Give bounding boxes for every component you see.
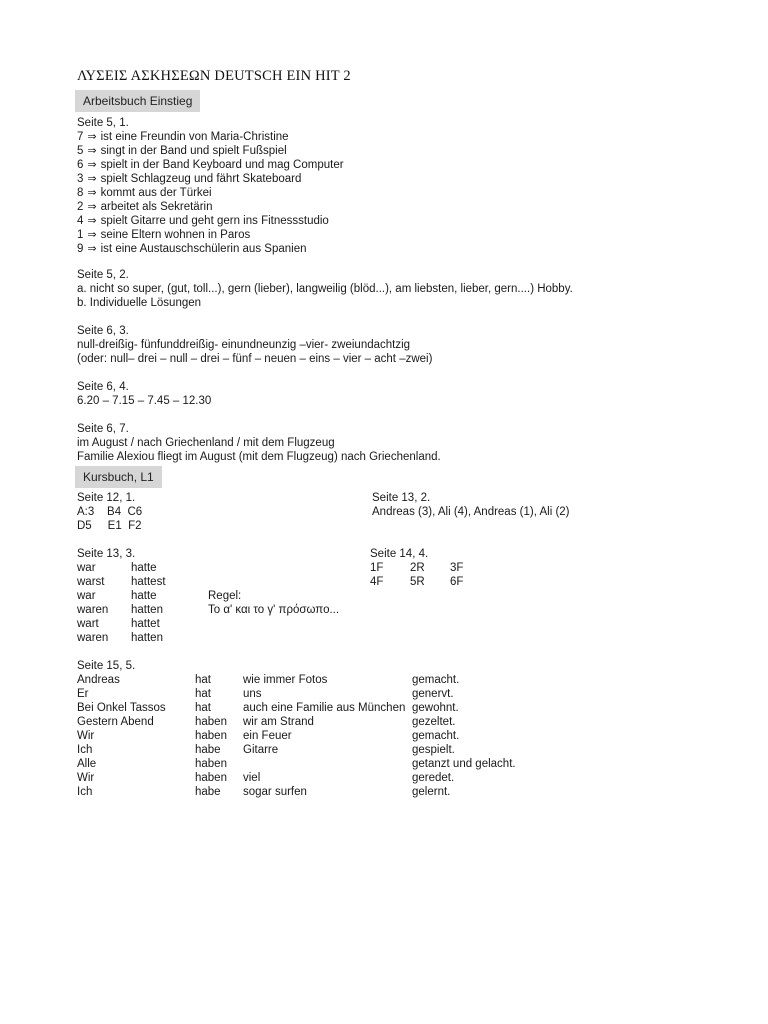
list-item [77, 242, 344, 256]
item-text: ist eine Freundin von Maria-Christine [100, 131, 289, 143]
answer-line: Andreas (3), Ali (4), Andreas (1), Ali (2) [372, 506, 570, 518]
exercise-s5-1 [77, 116, 344, 256]
subject-cell: Wir [77, 730, 95, 742]
item-number: 5 [77, 145, 84, 157]
item-number: 4 [77, 215, 84, 227]
exercise-s6-7 [77, 422, 441, 464]
exercise-s5-2 [77, 268, 573, 310]
item-text: arbeitet als Sekretärin [100, 201, 213, 213]
answer-line: im August / nach Griechenland / mit dem Flugzeug [77, 437, 335, 449]
answer-line: (oder: null– drei – null – drei – fünf – neuen – eins – vier – acht –zwei) [77, 353, 433, 365]
form-sein: waren [77, 632, 109, 644]
answer-line: b. Individuelle Lösungen [77, 297, 202, 309]
section-label-workbook: Arbeitsbuch Einstieg [75, 90, 200, 112]
subject-cell: Andreas [77, 674, 120, 686]
middle-cell: wie immer Fotos [243, 674, 328, 686]
item-number: 3 [77, 173, 84, 185]
form-haben: hattet [131, 618, 160, 630]
item-text: spielt in der Band Keyboard und mag Computer [100, 159, 344, 171]
aux-cell: hat [195, 688, 211, 700]
form-sein: wart [77, 618, 99, 630]
participle-cell: getanzt und gelacht. [412, 758, 516, 770]
exercise-heading: Seite 12, 1. [77, 492, 136, 504]
item-number: 2 [77, 201, 84, 213]
form-haben: hattest [131, 576, 166, 588]
exercise-heading: Seite 6, 4. [77, 381, 129, 393]
exercise-heading: Seite 5, 2. [77, 269, 129, 281]
item-number: 9 [77, 243, 84, 255]
answer-line: null-dreißig- fünfunddreißig- einundneunzig –vier- zweiundachtzig [77, 339, 411, 351]
exercise-heading: Seite 14, 4. [370, 548, 429, 560]
rule-text: Το α' και το γ' πρόσωπο... [208, 604, 340, 616]
exercise-heading: Seite 15, 5. [77, 660, 136, 672]
list-item [77, 228, 344, 242]
middle-cell: sogar surfen [243, 786, 307, 798]
middle-cell: viel [243, 772, 261, 784]
answer-cell: 1F [370, 562, 384, 574]
exercise-heading: Seite 6, 3. [77, 325, 129, 337]
answer-line: D5 E1 F2 [77, 520, 142, 532]
participle-cell: geredet. [412, 772, 455, 784]
middle-cell: Gitarre [243, 744, 279, 756]
form-sein: waren [77, 604, 109, 616]
aux-cell: habe [195, 786, 221, 798]
item-text: singt in der Band und spielt Fußspiel [100, 145, 287, 157]
rule-label: Regel: [208, 590, 242, 602]
answer-cell: 4F [370, 576, 384, 588]
aux-cell: hat [195, 702, 211, 714]
page-title: ΛΥΣΕΙΣ ΑΣΚΗΣΕΩΝ DEUTSCH EIN HIT 2 [77, 68, 351, 84]
list-item [77, 200, 344, 214]
form-haben: hatte [131, 562, 157, 574]
aux-cell: haben [195, 758, 227, 770]
middle-cell: wir am Strand [243, 716, 314, 728]
subject-cell: Ich [77, 786, 93, 798]
participle-cell: gelernt. [412, 786, 451, 798]
arrow-icon: ⇒ [87, 243, 97, 255]
exercise-heading: Seite 13, 3. [77, 548, 136, 560]
item-text: spielt Gitarre und geht gern ins Fitnessstudio [100, 215, 329, 227]
list-item [77, 186, 344, 200]
answer-cell: 2R [410, 562, 425, 574]
item-text: spielt Schlagzeug und fährt Skateboard [100, 173, 302, 185]
answer-line: Familie Alexiou fliegt im August (mit dem Flugzeug) nach Griechenland. [77, 451, 441, 463]
item-number: 6 [77, 159, 84, 171]
list-item [77, 130, 344, 144]
form-haben: hatten [131, 604, 163, 616]
arrow-icon: ⇒ [87, 131, 97, 143]
subject-cell: Ich [77, 744, 93, 756]
form-sein: war [77, 562, 96, 574]
participle-cell: genervt. [412, 688, 454, 700]
item-number: 7 [77, 131, 84, 143]
item-text: ist eine Austauschschülerin aus Spanien [100, 243, 307, 255]
form-haben: hatte [131, 590, 157, 602]
middle-cell: auch eine Familie aus München [243, 702, 406, 714]
exercise-heading: Seite 6, 7. [77, 423, 129, 435]
aux-cell: haben [195, 730, 227, 742]
list-item [77, 214, 344, 228]
list-item [77, 158, 344, 172]
item-number: 8 [77, 187, 84, 199]
participle-cell: gespielt. [412, 744, 455, 756]
subject-cell: Wir [77, 772, 95, 784]
aux-cell: hat [195, 674, 211, 686]
arrow-icon: ⇒ [87, 145, 97, 157]
middle-cell: ein Feuer [243, 730, 292, 742]
answer-line: A:3 B4 C6 [77, 506, 143, 518]
exercise-s13-2 [372, 491, 570, 519]
exercise-s6-3 [77, 324, 432, 366]
exercise-s6-4 [77, 380, 211, 408]
arrow-icon: ⇒ [87, 229, 97, 241]
subject-cell: Er [77, 688, 89, 700]
aux-cell: habe [195, 744, 221, 756]
item-number: 1 [77, 229, 84, 241]
participle-cell: gemacht. [412, 730, 460, 742]
answer-cell: 6F [450, 576, 464, 588]
middle-cell: uns [243, 688, 262, 700]
arrow-icon: ⇒ [87, 173, 97, 185]
answer-line: a. nicht so super, (gut, toll...), gern (lieber), langweilig (blöd...), am liebsten, lieber, gern....) Hobby. [77, 283, 573, 295]
subject-cell: Gestern Abend [77, 716, 154, 728]
exercise-heading: Seite 13, 2. [372, 492, 431, 504]
subject-cell: Bei Onkel Tassos [77, 702, 166, 714]
item-text: kommt aus der Türkei [100, 187, 212, 199]
form-sein: warst [77, 576, 105, 588]
exercise-s12-1 [77, 491, 142, 533]
form-sein: war [77, 590, 96, 602]
form-haben: hatten [131, 632, 163, 644]
arrow-icon: ⇒ [87, 215, 97, 227]
exercise-heading: Seite 5, 1. [77, 117, 129, 129]
list-item [77, 144, 344, 158]
aux-cell: haben [195, 716, 227, 728]
arrow-icon: ⇒ [87, 159, 97, 171]
participle-cell: gemacht. [412, 674, 460, 686]
participle-cell: gezeltet. [412, 716, 456, 728]
answer-line: 6.20 – 7.15 – 7.45 – 12.30 [77, 395, 212, 407]
aux-cell: haben [195, 772, 227, 784]
list-item [77, 172, 344, 186]
arrow-icon: ⇒ [87, 187, 97, 199]
item-text: seine Eltern wohnen in Paros [100, 229, 251, 241]
participle-cell: gewohnt. [412, 702, 459, 714]
arrow-icon: ⇒ [87, 201, 97, 213]
subject-cell: Alle [77, 758, 97, 770]
answer-cell: 3F [450, 562, 464, 574]
answer-cell: 5R [410, 576, 425, 588]
section-label-coursebook: Kursbuch, L1 [75, 466, 162, 488]
